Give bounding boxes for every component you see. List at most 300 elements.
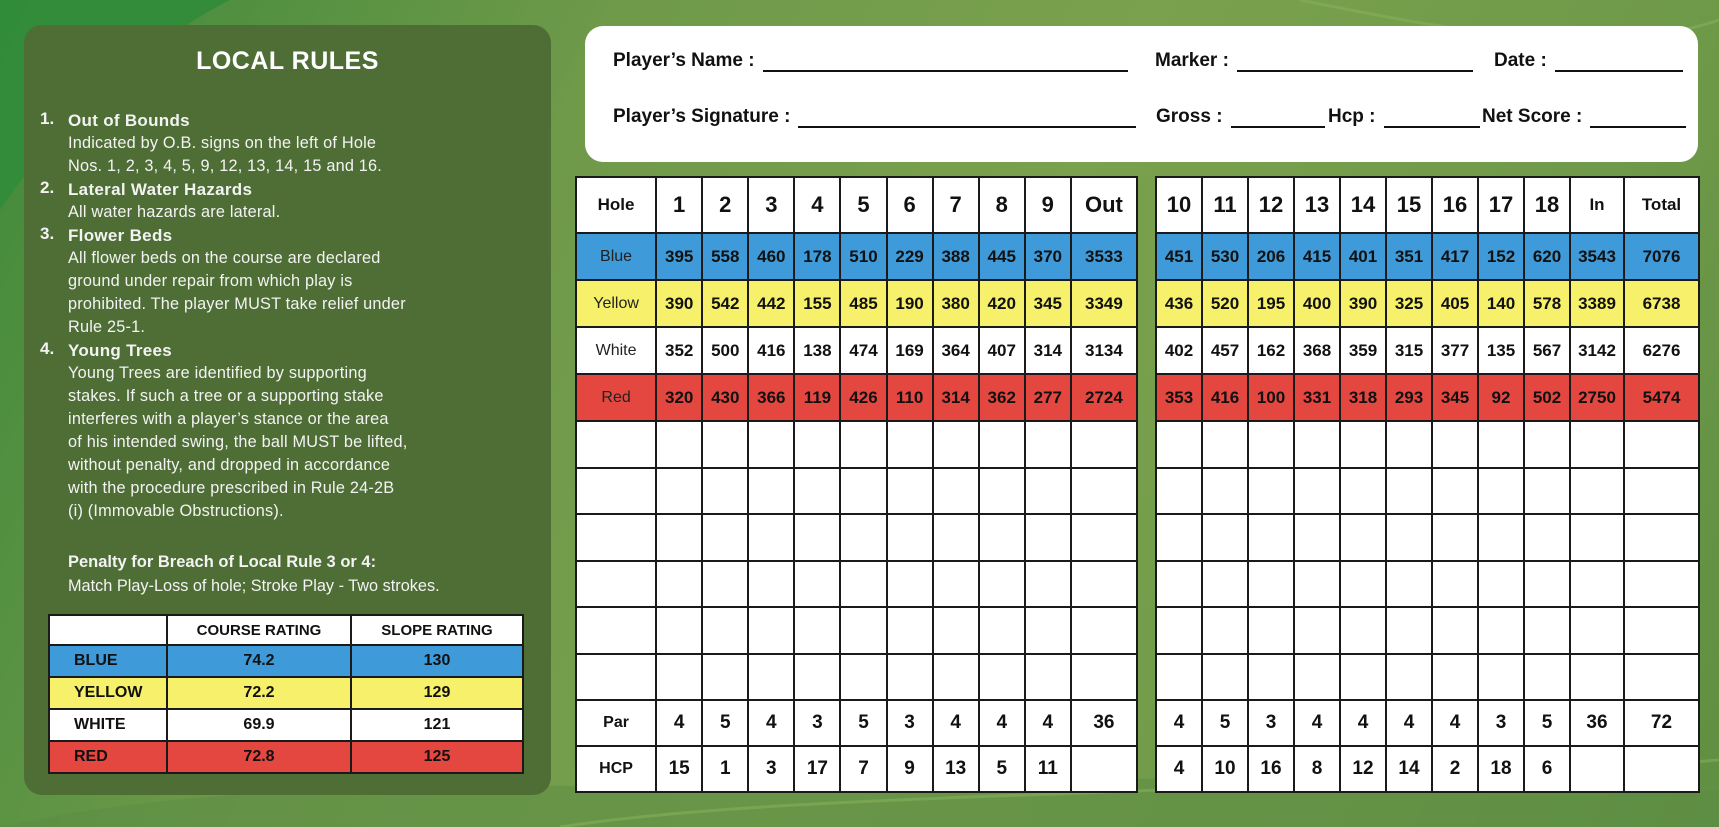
score-cell[interactable] bbox=[840, 654, 886, 701]
score-cell[interactable] bbox=[1202, 654, 1248, 701]
score-cell[interactable] bbox=[1340, 468, 1386, 515]
rule-body-line: without penalty, and dropped in accordance bbox=[68, 456, 391, 474]
yardage-cell: 314 bbox=[933, 374, 979, 421]
score-cell[interactable] bbox=[656, 514, 702, 561]
net-score-line[interactable] bbox=[1590, 108, 1686, 128]
course-rating-value: 72.8 bbox=[167, 741, 351, 773]
score-cell[interactable] bbox=[1202, 607, 1248, 654]
course-rating-value: 74.2 bbox=[167, 645, 351, 677]
score-entry-row bbox=[576, 514, 1137, 561]
hcp-cell: 4 bbox=[1156, 746, 1202, 792]
hcp-cell: 18 bbox=[1478, 746, 1524, 792]
score-cell[interactable] bbox=[1524, 654, 1570, 701]
yardage-cell: 3543 bbox=[1570, 233, 1624, 280]
score-cell[interactable] bbox=[1478, 514, 1524, 561]
rule-number: 3. bbox=[40, 224, 55, 243]
yardage-cell: 388 bbox=[933, 233, 979, 280]
score-cell[interactable] bbox=[702, 607, 748, 654]
yardage-cell: 362 bbox=[979, 374, 1025, 421]
par-row bbox=[1156, 700, 1699, 746]
signature-line[interactable] bbox=[798, 108, 1136, 128]
par-cell: 5 bbox=[1202, 700, 1248, 746]
score-cell[interactable] bbox=[933, 607, 979, 654]
score-cell[interactable] bbox=[794, 654, 840, 701]
slope-rating-value: 125 bbox=[351, 741, 523, 773]
hole-number: Total bbox=[1624, 177, 1699, 233]
penalty-title: Penalty for Breach of Local Rule 3 or 4: bbox=[68, 553, 377, 571]
yardage-cell: 364 bbox=[933, 327, 979, 374]
yardage-cell: 405 bbox=[1432, 280, 1478, 327]
score-cell[interactable] bbox=[1432, 654, 1478, 701]
rule-body-line: All water hazards are lateral. bbox=[68, 203, 281, 221]
yardage-cell: 178 bbox=[794, 233, 840, 280]
score-cell[interactable] bbox=[1524, 468, 1570, 515]
score-cell[interactable] bbox=[702, 561, 748, 608]
penalty-note bbox=[68, 550, 548, 598]
player-name-cell[interactable] bbox=[576, 654, 656, 701]
rating-tee-name: WHITE bbox=[49, 709, 167, 741]
tee-row-white bbox=[576, 327, 1137, 374]
par-cell: 4 bbox=[979, 700, 1025, 746]
score-cell[interactable] bbox=[979, 514, 1025, 561]
score-cell[interactable] bbox=[840, 561, 886, 608]
score-cell[interactable] bbox=[1340, 654, 1386, 701]
yardage-cell: 445 bbox=[979, 233, 1025, 280]
score-cell[interactable] bbox=[1294, 654, 1340, 701]
score-cell[interactable] bbox=[1386, 514, 1432, 561]
score-entry-row bbox=[1156, 514, 1699, 561]
score-cell[interactable] bbox=[1386, 468, 1432, 515]
yardage-cell: 3389 bbox=[1570, 280, 1624, 327]
yardage-cell: 578 bbox=[1524, 280, 1570, 327]
score-cell[interactable] bbox=[840, 607, 886, 654]
yardage-cell: 567 bbox=[1524, 327, 1570, 374]
hcp-cell: 3 bbox=[748, 746, 794, 792]
score-cell[interactable] bbox=[1202, 468, 1248, 515]
yardage-cell: 138 bbox=[794, 327, 840, 374]
hole-number: 2 bbox=[702, 177, 748, 233]
score-cell[interactable] bbox=[979, 468, 1025, 515]
score-cell[interactable] bbox=[1248, 421, 1294, 468]
hole-number: 1 bbox=[656, 177, 702, 233]
rating-header-course: COURSE RATING bbox=[167, 615, 351, 645]
score-cell[interactable] bbox=[656, 654, 702, 701]
rule-item bbox=[40, 339, 540, 523]
yardage-cell: 3349 bbox=[1071, 280, 1137, 327]
yardage-cell: 2724 bbox=[1071, 374, 1137, 421]
date-label: Date : bbox=[1494, 50, 1547, 71]
hcp-cell: 16 bbox=[1248, 746, 1294, 792]
score-cell[interactable] bbox=[1025, 421, 1071, 468]
yardage-cell: 416 bbox=[1202, 374, 1248, 421]
rating-tee-name: YELLOW bbox=[49, 677, 167, 709]
net-score-label: Net Score : bbox=[1482, 106, 1583, 127]
yardage-cell: 6276 bbox=[1624, 327, 1699, 374]
signature-field[interactable] bbox=[613, 106, 1136, 128]
score-cell[interactable] bbox=[1624, 421, 1699, 468]
score-cell[interactable] bbox=[887, 561, 933, 608]
score-entry-row bbox=[576, 654, 1137, 701]
score-entry-row bbox=[1156, 561, 1699, 608]
hole-number: 18 bbox=[1524, 177, 1570, 233]
par-cell: 3 bbox=[794, 700, 840, 746]
score-cell[interactable] bbox=[1524, 421, 1570, 468]
tee-row-yellow bbox=[576, 280, 1137, 327]
score-cell[interactable] bbox=[1624, 561, 1699, 608]
player-name-label: Player’s Name : bbox=[613, 50, 755, 71]
score-cell[interactable] bbox=[1071, 468, 1137, 515]
par-cell: 3 bbox=[1248, 700, 1294, 746]
rating-tee-name: BLUE bbox=[49, 645, 167, 677]
score-cell[interactable] bbox=[748, 607, 794, 654]
score-cell[interactable] bbox=[656, 607, 702, 654]
score-cell[interactable] bbox=[1025, 607, 1071, 654]
yardage-cell: 407 bbox=[979, 327, 1025, 374]
player-name-cell[interactable] bbox=[576, 468, 656, 515]
hcp-cell: 6 bbox=[1524, 746, 1570, 792]
rule-body-line: of his intended swing, the ball MUST be lifted, bbox=[68, 433, 408, 451]
score-cell[interactable] bbox=[1156, 654, 1202, 701]
hole-number: 12 bbox=[1248, 177, 1294, 233]
score-cell[interactable] bbox=[887, 654, 933, 701]
hole-number: 5 bbox=[840, 177, 886, 233]
score-cell[interactable] bbox=[1294, 607, 1340, 654]
rule-body-line: Indicated by O.B. signs on the left of Hole bbox=[68, 134, 377, 152]
score-cell[interactable] bbox=[1156, 468, 1202, 515]
yardage-cell: 162 bbox=[1248, 327, 1294, 374]
score-cell[interactable] bbox=[794, 421, 840, 468]
yardage-cell: 415 bbox=[1294, 233, 1340, 280]
score-cell[interactable] bbox=[1294, 421, 1340, 468]
score-cell[interactable] bbox=[979, 421, 1025, 468]
yardage-cell: 457 bbox=[1202, 327, 1248, 374]
yardage-cell: 7076 bbox=[1624, 233, 1699, 280]
hcp-cell: 5 bbox=[979, 746, 1025, 792]
rule-body-line: stakes. If such a tree or a supporting stake bbox=[68, 387, 384, 405]
score-cell[interactable] bbox=[1025, 468, 1071, 515]
rule-title: Out of Bounds bbox=[68, 111, 190, 130]
score-cell[interactable] bbox=[656, 468, 702, 515]
score-cell[interactable] bbox=[1340, 561, 1386, 608]
yardage-cell: 110 bbox=[887, 374, 933, 421]
score-entry-row bbox=[576, 468, 1137, 515]
gross-field[interactable] bbox=[1156, 106, 1325, 128]
score-cell[interactable] bbox=[656, 421, 702, 468]
score-cell[interactable] bbox=[887, 607, 933, 654]
yardage-cell: 320 bbox=[656, 374, 702, 421]
player-name-cell[interactable] bbox=[576, 607, 656, 654]
rating-row bbox=[49, 677, 523, 709]
hcp-cell: 11 bbox=[1025, 746, 1071, 792]
yardage-cell: 318 bbox=[1340, 374, 1386, 421]
score-cell[interactable] bbox=[1386, 561, 1432, 608]
back-nine-scorecard bbox=[1155, 176, 1700, 793]
yardage-cell: 314 bbox=[1025, 327, 1071, 374]
par-label: Par bbox=[576, 700, 656, 746]
hcp-cell: 17 bbox=[794, 746, 840, 792]
score-cell[interactable] bbox=[1294, 514, 1340, 561]
score-cell[interactable] bbox=[1478, 561, 1524, 608]
player-name-cell[interactable] bbox=[576, 421, 656, 468]
score-cell[interactable] bbox=[1432, 421, 1478, 468]
score-cell[interactable] bbox=[1570, 468, 1624, 515]
score-cell[interactable] bbox=[887, 468, 933, 515]
hcp-cell: 15 bbox=[656, 746, 702, 792]
rule-item bbox=[40, 178, 540, 224]
net-score-field[interactable] bbox=[1482, 106, 1686, 128]
score-cell[interactable] bbox=[1432, 468, 1478, 515]
hole-row bbox=[1156, 177, 1699, 233]
score-cell[interactable] bbox=[1071, 514, 1137, 561]
yardage-cell: 140 bbox=[1478, 280, 1524, 327]
slope-rating-value: 130 bbox=[351, 645, 523, 677]
signature-label: Player’s Signature : bbox=[613, 106, 791, 127]
score-cell[interactable] bbox=[1071, 607, 1137, 654]
score-cell[interactable] bbox=[702, 514, 748, 561]
par-cell: 4 bbox=[1156, 700, 1202, 746]
yardage-cell: 352 bbox=[656, 327, 702, 374]
score-cell[interactable] bbox=[656, 561, 702, 608]
yardage-cell: 417 bbox=[1432, 233, 1478, 280]
hole-number: 14 bbox=[1340, 177, 1386, 233]
par-cell: 4 bbox=[748, 700, 794, 746]
yardage-cell: 620 bbox=[1524, 233, 1570, 280]
yardage-cell: 359 bbox=[1340, 327, 1386, 374]
par-cell: 3 bbox=[887, 700, 933, 746]
yardage-cell: 293 bbox=[1386, 374, 1432, 421]
score-cell[interactable] bbox=[1524, 514, 1570, 561]
score-cell[interactable] bbox=[1432, 607, 1478, 654]
hole-number: 4 bbox=[794, 177, 840, 233]
slope-rating-value: 129 bbox=[351, 677, 523, 709]
player-name-field[interactable] bbox=[613, 50, 1128, 72]
score-entry-row bbox=[1156, 607, 1699, 654]
rule-number: 4. bbox=[40, 339, 55, 358]
score-cell[interactable] bbox=[794, 607, 840, 654]
date-field[interactable] bbox=[1494, 50, 1683, 72]
yardage-cell: 530 bbox=[1202, 233, 1248, 280]
score-cell[interactable] bbox=[933, 468, 979, 515]
score-cell[interactable] bbox=[979, 561, 1025, 608]
rule-body-line: All flower beds on the course are declared bbox=[68, 249, 381, 267]
score-cell[interactable] bbox=[1071, 561, 1137, 608]
score-cell[interactable] bbox=[1248, 654, 1294, 701]
score-cell[interactable] bbox=[702, 654, 748, 701]
hcp-field[interactable] bbox=[1328, 106, 1480, 128]
yardage-cell: 400 bbox=[1294, 280, 1340, 327]
player-name-line[interactable] bbox=[763, 52, 1128, 72]
slope-rating-value: 121 bbox=[351, 709, 523, 741]
rules-list bbox=[40, 109, 540, 523]
par-cell: 36 bbox=[1071, 700, 1137, 746]
score-cell[interactable] bbox=[1524, 607, 1570, 654]
yardage-cell: 366 bbox=[748, 374, 794, 421]
yardage-cell: 3533 bbox=[1071, 233, 1137, 280]
player-name-cell[interactable] bbox=[576, 561, 656, 608]
score-cell[interactable] bbox=[1570, 561, 1624, 608]
score-cell[interactable] bbox=[1570, 654, 1624, 701]
score-cell[interactable] bbox=[1340, 514, 1386, 561]
score-cell[interactable] bbox=[1624, 514, 1699, 561]
score-cell[interactable] bbox=[840, 468, 886, 515]
yardage-cell: 6738 bbox=[1624, 280, 1699, 327]
score-cell[interactable] bbox=[794, 514, 840, 561]
score-cell[interactable] bbox=[1025, 654, 1071, 701]
score-cell[interactable] bbox=[748, 561, 794, 608]
yardage-cell: 451 bbox=[1156, 233, 1202, 280]
score-cell[interactable] bbox=[933, 514, 979, 561]
hole-number: 9 bbox=[1025, 177, 1071, 233]
yardage-cell: 5474 bbox=[1624, 374, 1699, 421]
score-cell[interactable] bbox=[933, 421, 979, 468]
score-cell[interactable] bbox=[1156, 514, 1202, 561]
hole-number: 8 bbox=[979, 177, 1025, 233]
par-cell: 5 bbox=[840, 700, 886, 746]
score-cell[interactable] bbox=[1156, 607, 1202, 654]
score-cell[interactable] bbox=[748, 421, 794, 468]
gross-line[interactable] bbox=[1231, 108, 1325, 128]
yardage-cell: 169 bbox=[887, 327, 933, 374]
tee-row-white bbox=[1156, 327, 1699, 374]
rating-row bbox=[49, 709, 523, 741]
par-cell: 3 bbox=[1478, 700, 1524, 746]
score-cell[interactable] bbox=[1071, 421, 1137, 468]
hcp-cell bbox=[1624, 746, 1699, 792]
score-cell[interactable] bbox=[979, 607, 1025, 654]
yardage-cell: 500 bbox=[702, 327, 748, 374]
yardage-cell: 542 bbox=[702, 280, 748, 327]
yardage-cell: 401 bbox=[1340, 233, 1386, 280]
player-name-cell[interactable] bbox=[576, 514, 656, 561]
yardage-cell: 3134 bbox=[1071, 327, 1137, 374]
yardage-cell: 377 bbox=[1432, 327, 1478, 374]
score-cell[interactable] bbox=[794, 561, 840, 608]
score-cell[interactable] bbox=[1025, 561, 1071, 608]
hole-number: 10 bbox=[1156, 177, 1202, 233]
score-cell[interactable] bbox=[748, 468, 794, 515]
score-cell[interactable] bbox=[1570, 421, 1624, 468]
rule-body-line: with the procedure prescribed in Rule 24-2B bbox=[68, 479, 395, 497]
score-cell[interactable] bbox=[1248, 561, 1294, 608]
score-cell[interactable] bbox=[1386, 654, 1432, 701]
hole-number: Out bbox=[1071, 177, 1137, 233]
score-cell[interactable] bbox=[702, 421, 748, 468]
tee-label: White bbox=[576, 327, 656, 374]
score-cell[interactable] bbox=[933, 561, 979, 608]
score-cell[interactable] bbox=[1432, 561, 1478, 608]
par-cell: 5 bbox=[702, 700, 748, 746]
hole-number: 13 bbox=[1294, 177, 1340, 233]
yardage-cell: 155 bbox=[794, 280, 840, 327]
rule-number: 2. bbox=[40, 178, 55, 197]
hcp-cell: 1 bbox=[702, 746, 748, 792]
score-cell[interactable] bbox=[1248, 514, 1294, 561]
score-cell[interactable] bbox=[1478, 654, 1524, 701]
rule-body-line: prohibited. The player MUST take relief under bbox=[68, 295, 406, 313]
hole-number: 7 bbox=[933, 177, 979, 233]
score-cell[interactable] bbox=[1624, 607, 1699, 654]
yardage-cell: 325 bbox=[1386, 280, 1432, 327]
score-cell[interactable] bbox=[887, 421, 933, 468]
score-cell[interactable] bbox=[1432, 514, 1478, 561]
hole-number: 11 bbox=[1202, 177, 1248, 233]
yardage-cell: 402 bbox=[1156, 327, 1202, 374]
player-info-panel bbox=[585, 26, 1698, 162]
score-cell[interactable] bbox=[1386, 607, 1432, 654]
score-entry-row bbox=[576, 421, 1137, 468]
score-cell[interactable] bbox=[1294, 561, 1340, 608]
yardage-cell: 100 bbox=[1248, 374, 1294, 421]
score-cell[interactable] bbox=[1524, 561, 1570, 608]
score-cell[interactable] bbox=[1624, 654, 1699, 701]
score-cell[interactable] bbox=[1156, 421, 1202, 468]
score-cell[interactable] bbox=[1478, 421, 1524, 468]
marker-line[interactable] bbox=[1237, 52, 1473, 72]
score-cell[interactable] bbox=[1478, 607, 1524, 654]
rule-title: Lateral Water Hazards bbox=[68, 180, 253, 199]
date-line[interactable] bbox=[1555, 52, 1683, 72]
score-cell[interactable] bbox=[1570, 514, 1624, 561]
score-cell[interactable] bbox=[1478, 468, 1524, 515]
marker-field[interactable] bbox=[1155, 50, 1473, 72]
hole-number: 15 bbox=[1386, 177, 1432, 233]
score-cell[interactable] bbox=[1248, 468, 1294, 515]
score-cell[interactable] bbox=[1340, 421, 1386, 468]
hcp-cell: 14 bbox=[1386, 746, 1432, 792]
course-rating-value: 69.9 bbox=[167, 709, 351, 741]
score-entry-row bbox=[1156, 654, 1699, 701]
hcp-cell: 2 bbox=[1432, 746, 1478, 792]
yardage-cell: 368 bbox=[1294, 327, 1340, 374]
score-cell[interactable] bbox=[1071, 654, 1137, 701]
score-cell[interactable] bbox=[840, 514, 886, 561]
yardage-cell: 353 bbox=[1156, 374, 1202, 421]
yardage-cell: 190 bbox=[887, 280, 933, 327]
score-cell[interactable] bbox=[748, 514, 794, 561]
par-row bbox=[576, 700, 1137, 746]
score-cell[interactable] bbox=[887, 514, 933, 561]
yardage-cell: 420 bbox=[979, 280, 1025, 327]
score-cell[interactable] bbox=[1025, 514, 1071, 561]
score-cell[interactable] bbox=[1570, 607, 1624, 654]
yardage-cell: 351 bbox=[1386, 233, 1432, 280]
score-cell[interactable] bbox=[1202, 421, 1248, 468]
score-cell[interactable] bbox=[1624, 468, 1699, 515]
hcp-line[interactable] bbox=[1384, 108, 1480, 128]
score-cell[interactable] bbox=[794, 468, 840, 515]
score-cell[interactable] bbox=[979, 654, 1025, 701]
score-cell[interactable] bbox=[1386, 421, 1432, 468]
score-cell[interactable] bbox=[1340, 607, 1386, 654]
score-cell[interactable] bbox=[748, 654, 794, 701]
score-cell[interactable] bbox=[1202, 514, 1248, 561]
par-cell: 4 bbox=[1025, 700, 1071, 746]
score-cell[interactable] bbox=[1156, 561, 1202, 608]
hcp-cell bbox=[1570, 746, 1624, 792]
hcp-cell: 8 bbox=[1294, 746, 1340, 792]
hole-number: In bbox=[1570, 177, 1624, 233]
score-cell[interactable] bbox=[1294, 468, 1340, 515]
score-cell[interactable] bbox=[933, 654, 979, 701]
score-cell[interactable] bbox=[840, 421, 886, 468]
rule-item bbox=[40, 224, 540, 339]
yardage-cell: 277 bbox=[1025, 374, 1071, 421]
score-cell[interactable] bbox=[1202, 561, 1248, 608]
rule-title: Young Trees bbox=[68, 341, 173, 360]
score-cell[interactable] bbox=[1248, 607, 1294, 654]
score-cell[interactable] bbox=[702, 468, 748, 515]
score-entry-row bbox=[1156, 468, 1699, 515]
